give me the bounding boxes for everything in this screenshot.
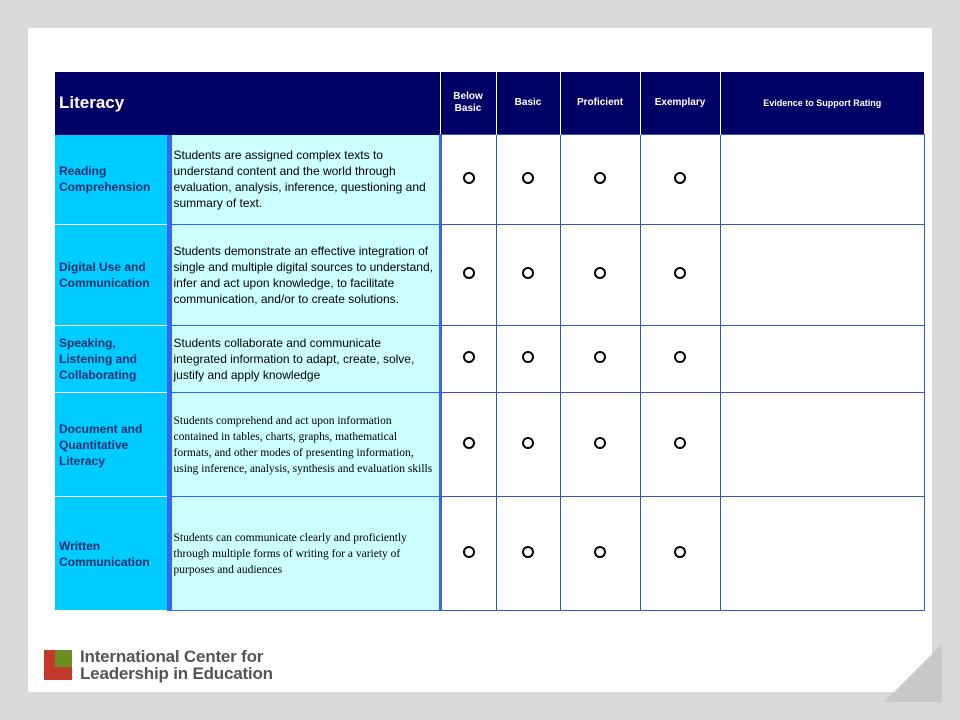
logo-line-1: International Center for (80, 647, 264, 666)
col-exemplary: Exemplary (640, 72, 720, 135)
row-description: Students collaborate and communicate integrated information to adapt, create, solve, justify and apply knowledge (169, 326, 440, 393)
radio-basic[interactable] (522, 437, 534, 449)
radio-basic[interactable] (522, 546, 534, 558)
rubric-title: Literacy (55, 72, 440, 135)
col-evidence: Evidence to Support Rating (720, 72, 924, 135)
evidence-field[interactable] (720, 225, 924, 326)
radio-below-basic[interactable] (463, 267, 475, 279)
col-below-basic: Below Basic (440, 72, 496, 135)
radio-exemplary[interactable] (674, 351, 686, 363)
evidence-field[interactable] (720, 497, 924, 611)
radio-proficient[interactable] (594, 267, 606, 279)
row-description: Students comprehend and act upon information contained in tables, charts, graphs, mathematical formats, and other modes of presenting information, using inference, analysis, synthesis and evaluation skills (169, 393, 440, 497)
radio-proficient[interactable] (594, 172, 606, 184)
radio-proficient[interactable] (594, 437, 606, 449)
radio-exemplary[interactable] (674, 546, 686, 558)
table-row (55, 225, 924, 326)
logo-mark-icon (44, 650, 72, 680)
radio-exemplary[interactable] (674, 437, 686, 449)
table-row (55, 326, 924, 393)
row-category: Digital Use and Communication (55, 225, 169, 326)
col-proficient: Proficient (560, 72, 640, 135)
table-row (55, 497, 924, 611)
row-description: Students demonstrate an effective integration of single and multiple digital sources to understand, infer and act upon knowledge, to facilitate communication, and/or to create solutions. (169, 225, 440, 326)
row-category: Speaking, Listening and Collaborating (55, 326, 169, 393)
radio-below-basic[interactable] (463, 437, 475, 449)
table-row (55, 135, 924, 225)
evidence-field[interactable] (720, 393, 924, 497)
table-row (55, 393, 924, 497)
radio-below-basic[interactable] (463, 172, 475, 184)
radio-basic[interactable] (522, 351, 534, 363)
organization-logo (44, 648, 273, 682)
row-category: Document and Quantitative Literacy (55, 393, 169, 497)
col-basic: Basic (496, 72, 560, 135)
row-category: Reading Comprehension (55, 135, 169, 225)
radio-exemplary[interactable] (674, 172, 686, 184)
radio-below-basic[interactable] (463, 546, 475, 558)
row-description: Students are assigned complex texts to understand content and the world through evaluation, analysis, inference, questioning and summary of text. (169, 135, 440, 225)
page-curl-corner (884, 644, 942, 702)
radio-proficient[interactable] (594, 546, 606, 558)
evidence-field[interactable] (720, 326, 924, 393)
radio-basic[interactable] (522, 267, 534, 279)
header-row (55, 72, 924, 135)
radio-proficient[interactable] (594, 351, 606, 363)
row-description: Students can communicate clearly and proficiently through multiple forms of writing for a variety of purposes and audiences (169, 497, 440, 611)
evidence-field[interactable] (720, 135, 924, 225)
logo-line-2: Leadership in Education (80, 664, 273, 683)
radio-basic[interactable] (522, 172, 534, 184)
radio-below-basic[interactable] (463, 351, 475, 363)
row-category: Written Communication (55, 497, 169, 611)
literacy-rubric-table (55, 72, 925, 611)
radio-exemplary[interactable] (674, 267, 686, 279)
